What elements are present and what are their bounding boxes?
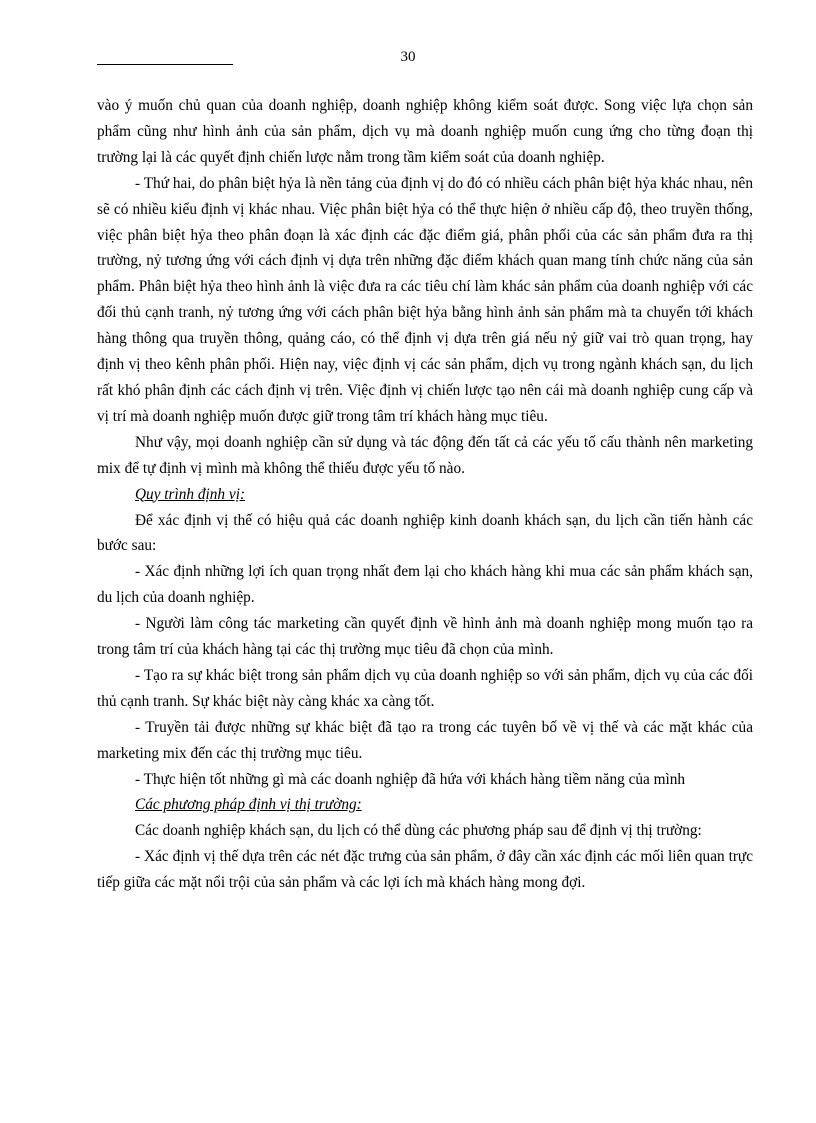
page-body — [97, 93, 753, 896]
list-item-step-1: - Xác định những lợi ích quan trọng nhất đem lại cho khách hàng khi mua các sản phẩm khách sạn, du lịch của doanh nghiệp. — [97, 563, 753, 607]
list-item-step-4: - Truyền tải được những sự khác biệt đã tạo ra trong các tuyên bố về vị thế và các mặt khác của marketing mix đến các thị trường mục tiêu. — [97, 718, 753, 762]
paragraph-process-intro: Để xác định vị thế có hiệu quả các doanh nghiệp kinh doanh khách sạn, du lịch cần tiến hành các bước sau: — [97, 511, 753, 555]
paragraph-marketing-mix: Như vậy, mọi doanh nghiệp cần sử dụng và tác động đến tất cả các yếu tố cấu thành nên marketing mix để tự định vị mình mà không thể thiếu được yếu tố nào. — [97, 433, 753, 477]
list-item-step-2: - Người làm công tác marketing cần quyết định về hình ảnh mà doanh nghiệp mong muốn tạo ra trong tâm trí của khách hàng tại các thị trường mục tiêu đã chọn của mình. — [97, 615, 753, 659]
paragraph-continuation: vào ý muốn chủ quan của doanh nghiệp, doanh nghiệp không kiểm soát được. Song việc lựa chọn sản phẩm cũng như hình ảnh của sản phẩm, dịch vụ mà doanh nghiệp muốn cung ứng cho từng đoạn thị trường lại là các quyết định chiến lược nằm trong tầm kiểm soát của doanh nghiệp. — [97, 97, 753, 166]
list-item-step-5: - Thực hiện tốt những gì mà các doanh nghiệp đã hứa với khách hàng tiềm năng của mình — [135, 770, 686, 788]
list-item-method-1: - Xác định vị thế dựa trên các nét đặc trưng của sản phẩm, ở đây cần xác định các mối liên quan trực tiếp giữa các mặt nổi trội của sản phẩm và các lợi ích mà khách hàng mong đợi. — [97, 848, 753, 892]
paragraph-methods-intro: Các doanh nghiệp khách sạn, du lịch có thể dùng các phương pháp sau để định vị thị trường: — [135, 822, 702, 840]
heading-positioning-methods — [97, 792, 753, 818]
heading-positioning-methods-text: Các phương pháp định vị thị trường: — [135, 796, 362, 814]
list-item-step-3: - Tạo ra sự khác biệt trong sản phẩm dịch vụ của doanh nghiệp so với sản phẩm, dịch vụ của các đối thủ cạnh tranh. Sự khác biệt này càng khác xa càng tốt. — [97, 666, 753, 710]
paragraph-differentiation: - Thứ hai, do phân biệt hỷa là nền tảng của định vị do đó có nhiều cách phân biệt hỷa khác nhau, nên sẽ có nhiều kiểu định vị khác nhau. Việc phân biệt hỷa có thể thực hiện ở nhiều cấp độ, theo truyền thống, việc phân biệt hỷa theo phân đoạn là xác định các đặc điểm giá, phân phối của các sản phẩm đưa ra thị trường, nỷ tương ứng với cách định vị dựa trên những đặc điểm khách quan mang tính chức năng của sản phẩm. Phân biệt hỷa theo hình ảnh là việc đưa ra các tiêu chí làm khác sản phẩm của doanh nghiệp với các đối thủ cạnh tranh, nỷ tương ứng với cách phân biệt hỷa bằng hình ảnh sản phẩm mà ta chuyển tới khách hàng thông qua truyền thông, quảng cáo, có thể định vị dựa trên giá nếu nỷ giữ vai trò quan trọng, hay định vị theo kênh phân phối. Hiện nay, việc định vị các sản phẩm, dịch vụ trong ngành khách sạn, du lịch rất khó phân định các cách định vị trên. Việc định vị chiến lược tạo nên cái mà doanh nghiệp cung cấp và vị trí mà doanh nghiệp muốn được giữ trong tâm trí khách hàng mục tiêu. — [97, 174, 753, 425]
heading-positioning-process-text: Quy trình định vị: — [135, 485, 246, 503]
page-number: 30 — [400, 49, 416, 65]
heading-positioning-process — [97, 482, 753, 508]
